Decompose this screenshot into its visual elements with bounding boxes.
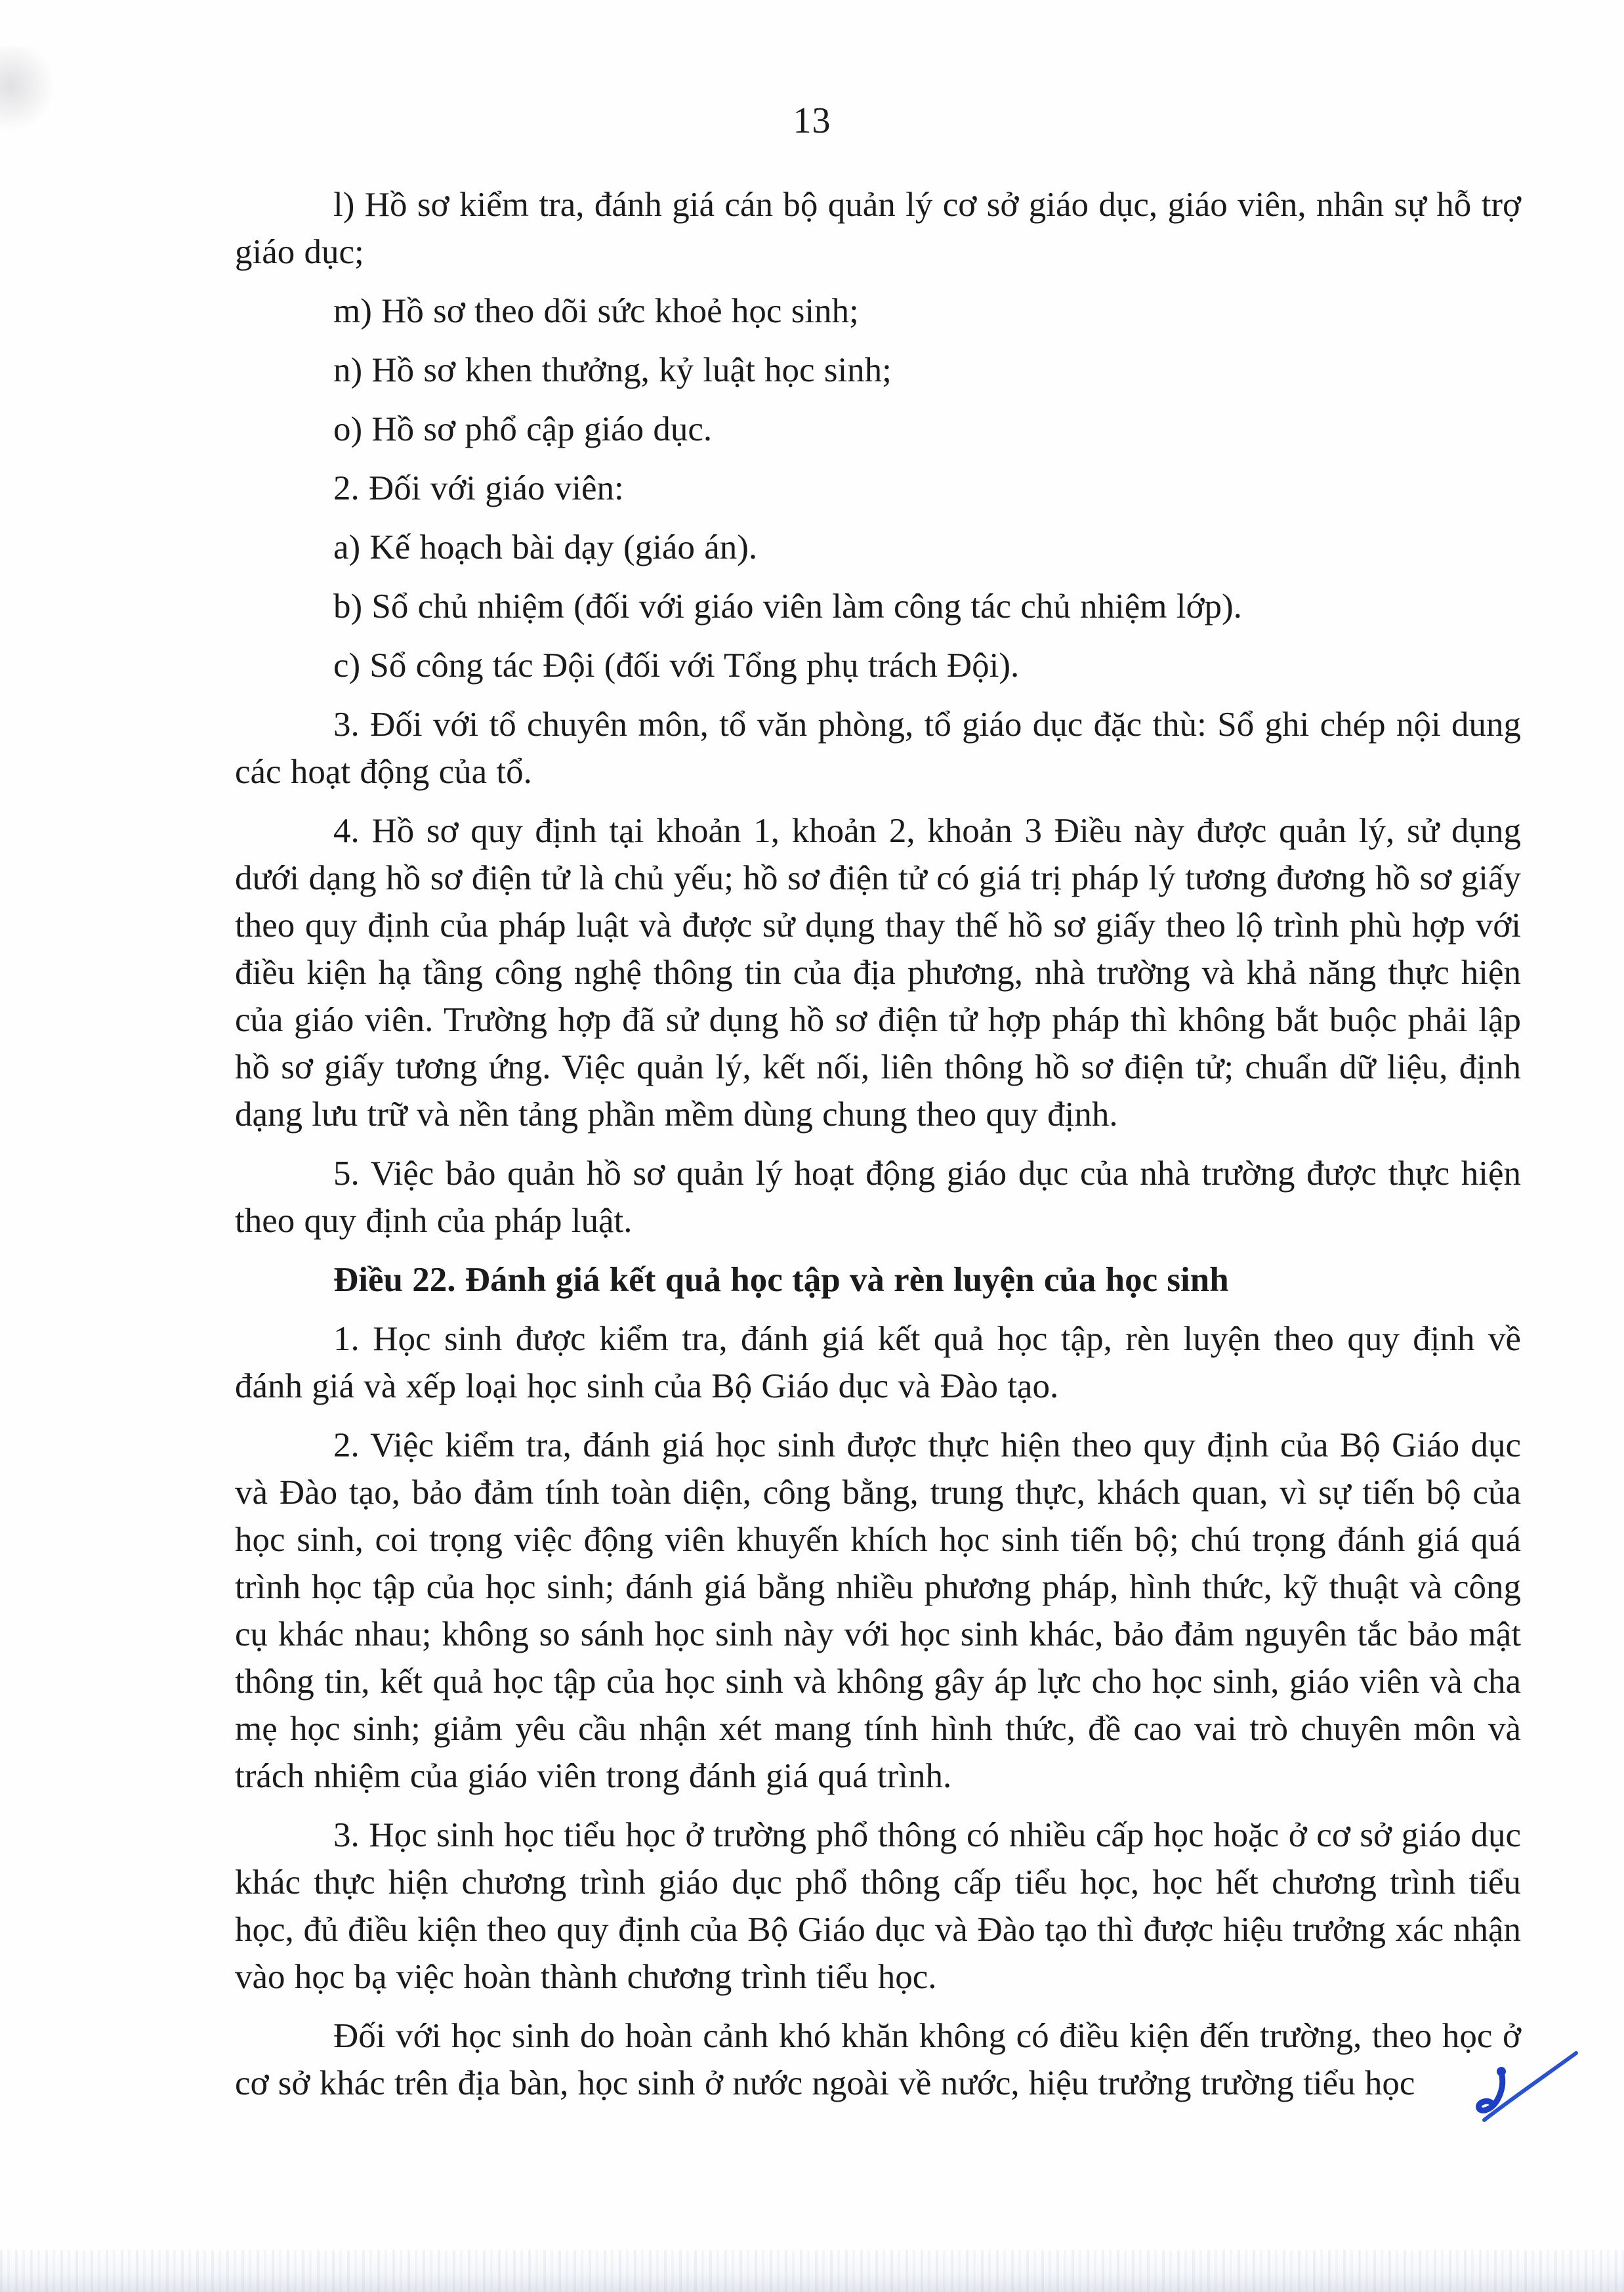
paragraph-item-b: b) Sổ chủ nhiệm (đối với giáo viên làm công tác chủ nhiệm lớp).	[333, 587, 1242, 626]
paragraph-art22-clause-2: 2. Việc kiểm tra, đánh giá học sinh được thực hiện theo quy định của Bộ Giáo dục và Đào tạo, bảo đảm tính toàn diện, công bằng, trung thực, khách quan, vì sự tiến bộ của học sinh, coi trọng việc động viên khuyến khích học sinh tiến bộ; chú trọng đánh giá quá trình học tập của học sinh; đánh giá bằng nhiều phương pháp, hình thức, kỹ thuật và công cụ khác nhau; không so sánh học sinh này với học sinh khác, bảo đảm nguyên tắc bảo mật thông tin, kết quả học tập của học sinh và không gây áp lực cho học sinh, giáo viên và cha mẹ học sinh; giảm yêu cầu nhận xét mang tính hình thức, đề cao vai trò chuyên môn và trách nhiệm của giáo viên trong đánh giá quá trình.	[235, 1426, 1521, 1795]
paragraph-clause-3: 3. Đối với tổ chuyên môn, tổ văn phòng, tổ giáo dục đặc thù: Sổ ghi chép nội dung các hoạt động của tổ.	[235, 706, 1521, 791]
paragraph-clause-2: 2. Đối với giáo viên:	[333, 469, 624, 507]
paragraph-item-m: m) Hồ sơ theo dõi sức khoẻ học sinh;	[333, 292, 859, 330]
paragraph-art22-clause-1: 1. Học sinh được kiểm tra, đánh giá kết quả học tập, rèn luyện theo quy định về đánh giá và xếp loại học sinh của Bộ Giáo dục và Đào tạo.	[235, 1320, 1521, 1405]
paragraph-art22-continuation: Đối với học sinh do hoàn cảnh khó khăn không có điều kiện đến trường, theo học ở cơ sở khác trên địa bàn, học sinh ở nước ngoài về nước, hiệu trưởng trường tiểu học	[235, 2017, 1521, 2102]
paragraph-item-a: a) Kế hoạch bài dạy (giáo án).	[333, 528, 758, 566]
paragraph-art22-clause-3: 3. Học sinh học tiểu học ở trường phổ thông có nhiều cấp học hoặc ở cơ sở giáo dục khác thực hiện chương trình giáo dục phổ thông cấp tiểu học, học hết chương trình tiểu học, đủ điều kiện theo quy định của Bộ Giáo dục và Đào tạo thì được hiệu trưởng xác nhận vào học bạ việc hoàn thành chương trình tiểu học.	[235, 1816, 1521, 1996]
paragraph-item-c: c) Sổ công tác Đội (đối với Tổng phụ trách Đội).	[333, 647, 1020, 685]
document-body	[235, 181, 1521, 2107]
article-22-heading: Điều 22. Đánh giá kết quả học tập và rèn luyện của học sinh	[333, 1261, 1229, 1299]
scan-smudge-artifact	[0, 47, 56, 133]
paragraph-clause-5: 5. Việc bảo quản hồ sơ quản lý hoạt động giáo dục của nhà trường được thực hiện theo quy định của pháp luật.	[235, 1155, 1521, 1240]
scan-edge-artifact	[0, 2250, 1624, 2292]
paragraph-item-o: o) Hồ sơ phổ cập giáo dục.	[333, 410, 713, 448]
paragraph-clause-4: 4. Hồ sơ quy định tại khoản 1, khoản 2, khoản 3 Điều này được quản lý, sử dụng dưới dạng hồ sơ điện tử là chủ yếu; hồ sơ điện tử có giá trị pháp lý tương đương hồ sơ giấy theo quy định của pháp luật và được sử dụng thay thế hồ sơ giấy theo lộ trình phù hợp với điều kiện hạ tầng công nghệ thông tin của địa phương, nhà trường và khả năng thực hiện của giáo viên. Trường hợp đã sử dụng hồ sơ điện tử hợp pháp thì không bắt buộc phải lập hồ sơ giấy tương ứng. Việc quản lý, kết nối, liên thông hồ sơ điện tử; chuẩn dữ liệu, định dạng lưu trữ và nền tảng phần mềm dùng chung theo quy định.	[235, 812, 1521, 1134]
pen-checkmark-icon	[1470, 2043, 1585, 2138]
paragraph-item-n: n) Hồ sơ khen thưởng, kỷ luật học sinh;	[333, 351, 892, 389]
paragraph-item-l: l) Hồ sơ kiểm tra, đánh giá cán bộ quản lý cơ sở giáo dục, giáo viên, nhân sự hỗ trợ giáo dục;	[235, 186, 1521, 271]
page-number: 13	[793, 100, 831, 141]
